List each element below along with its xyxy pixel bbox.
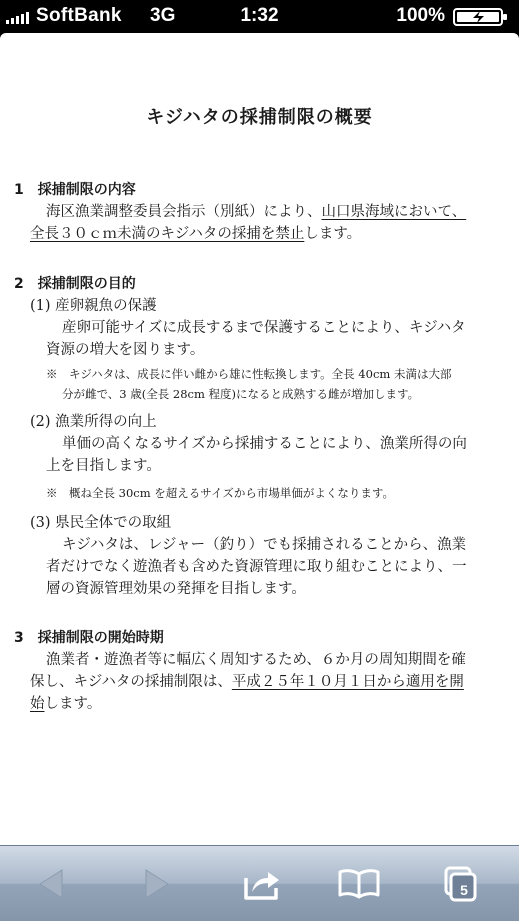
battery-icon xyxy=(453,8,509,26)
share-button[interactable] xyxy=(240,864,284,904)
status-time: 1:32 xyxy=(240,5,279,26)
subsection-2-line-2: 上を目指します。 xyxy=(46,458,161,474)
battery-percentage: 100% xyxy=(396,5,445,26)
subsection-3-line-1: キジハタは、レジャー（釣り）でも採捕されることから、漁業 xyxy=(62,537,467,553)
share-icon xyxy=(242,866,282,902)
section-3-heading: 3 採捕制限の開始時期 xyxy=(14,630,164,646)
section-1-line-2: 全長３０ｃｍ未満のキジハタの採捕を禁止します。 xyxy=(30,226,362,242)
subsection-1-note-line-2: 分が雌で、3 歳(全長 28cm 程度)になると成熟する雌が増加します。 xyxy=(62,387,420,401)
bookmarks-icon xyxy=(337,868,381,900)
subsection-2-line-1: 単価の高くなるサイズから採捕することにより、漁業所得の向 xyxy=(62,436,467,452)
section-3-line-2: 保し、キジハタの採捕制限は、平成２５年１０月１日から適用を開 xyxy=(30,674,464,690)
forward-button[interactable] xyxy=(134,864,178,904)
browser-toolbar xyxy=(0,845,519,921)
subsection-3-heading: (3) 県民全体での取組 xyxy=(30,515,172,531)
network-type: 3G xyxy=(150,5,176,26)
section-3-line-1: 漁業者・遊漁者等に幅広く周知するため、６か月の周知期間を確 xyxy=(46,652,466,668)
section-1-heading: 1 採捕制限の内容 xyxy=(14,182,136,198)
page-title: キジハタの採捕制限の概要 xyxy=(146,107,373,128)
web-page[interactable] xyxy=(0,33,519,845)
tabs-button[interactable] xyxy=(438,864,482,904)
subsection-2-note: ※ 概ね全長 30cm を超えるサイズから市場単価がよくなります。 xyxy=(46,486,394,500)
subsection-3-line-3: 層の資源管理効果の発揮を目指します。 xyxy=(46,581,306,597)
subsection-2-heading: (2) 漁業所得の向上 xyxy=(30,414,157,430)
bookmarks-button[interactable] xyxy=(337,864,381,904)
subsection-3-line-2: 者だけでなく遊漁者も含めた資源管理に取り組むことにより、一 xyxy=(46,559,467,575)
section-3-line-3: 始します。 xyxy=(30,696,102,712)
back-arrow-icon xyxy=(36,867,68,901)
subsection-1-line-2: 資源の増大を図ります。 xyxy=(46,342,205,358)
section-1-line-1: 海区漁業調整委員会指示（別紙）により、山口県海域において、 xyxy=(46,204,467,220)
carrier-name: SoftBank xyxy=(36,5,122,26)
status-bar xyxy=(0,0,519,33)
tab-count: 5 xyxy=(460,882,468,898)
subsection-1-line-1: 産卵可能サイズに成長するまで保護することにより、キジハタ xyxy=(62,320,466,336)
subsection-1-note-line-1: ※ キジハタは、成長に伴い雌から雄に性転換します。全長 40cm 未満は大部 xyxy=(46,367,452,381)
back-button[interactable] xyxy=(30,864,74,904)
subsection-1-heading: (1) 産卵親魚の保護 xyxy=(30,298,157,314)
forward-arrow-icon xyxy=(140,867,172,901)
section-2-heading: 2 採捕制限の目的 xyxy=(14,276,136,292)
